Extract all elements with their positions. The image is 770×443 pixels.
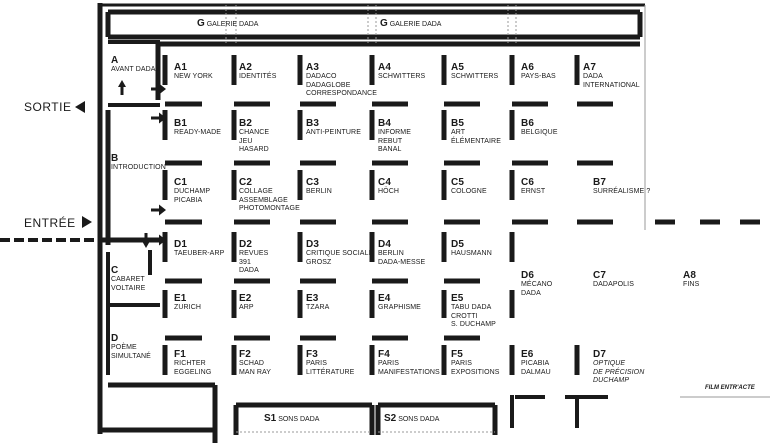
room-code: E1 <box>174 293 187 304</box>
room-title-line: CHANCE <box>239 129 270 136</box>
gallery-right-name: GALERIE DADA <box>389 21 442 28</box>
room-title-line: COLOGNE <box>451 188 487 195</box>
sons-dada-s1-name: SONS DADA <box>278 416 320 423</box>
room-title-line: INTRODUCTION <box>111 164 166 171</box>
room-d5 <box>451 239 492 259</box>
room-title-line: TABU DADA <box>451 304 492 311</box>
room-title-line: 391 <box>239 258 251 266</box>
room-title-line: OPTIQUE <box>593 360 626 367</box>
room-a8 <box>683 270 699 290</box>
room-b5 <box>451 118 501 146</box>
room-c <box>111 265 145 293</box>
room-d7 <box>593 349 644 386</box>
room-code: E3 <box>306 293 319 304</box>
room-code: C3 <box>306 177 319 188</box>
room-title-line: SCHAD <box>239 360 265 367</box>
room-title-line: PARIS <box>451 360 472 367</box>
gallery-left-label <box>197 18 258 29</box>
room-code: C4 <box>378 177 391 188</box>
room-title-line: BANAL <box>378 146 402 154</box>
room-c4 <box>378 177 399 197</box>
room-title-line: SCHWITTERS <box>378 73 426 80</box>
room-title-line: REBUT <box>378 137 403 145</box>
room-title-line: VOLTAIRE <box>111 284 146 292</box>
room-code: C2 <box>239 177 252 188</box>
room-d1 <box>174 239 224 259</box>
room-code: B1 <box>174 118 187 129</box>
room-code: D7 <box>593 349 606 360</box>
room-title-line: DADA <box>521 289 541 297</box>
room-b7 <box>593 177 650 197</box>
room-title-line: COLLAGE <box>239 188 273 195</box>
room-f5 <box>451 349 500 377</box>
room-title-line: DADAGLOBE <box>306 81 351 89</box>
room-title-line: LITTÉRATURE <box>306 368 355 376</box>
room-code: A4 <box>378 62 391 73</box>
room-f3 <box>306 349 354 377</box>
room-c6 <box>521 177 545 197</box>
room-title-line: DADA <box>239 267 259 275</box>
room-title-line: INFORME <box>378 129 411 136</box>
room-code: E4 <box>378 293 391 304</box>
room-title-line: HAUSMANN <box>451 250 492 257</box>
room-a6 <box>521 62 556 82</box>
room-title-line: GROSZ <box>306 258 332 266</box>
room-d3 <box>306 239 373 267</box>
room-title-line: ÉLÉMENTAIRE <box>451 137 501 145</box>
flow-arrow-up-icon <box>118 80 126 95</box>
sons-dada-s1-label <box>264 413 319 424</box>
room-b <box>111 153 166 173</box>
room-code: A8 <box>683 270 696 281</box>
entrance-label: ENTRÉE <box>24 216 76 230</box>
gallery-left-name: GALERIE DADA <box>206 21 259 28</box>
room-title-line: DADA-MESSE <box>378 258 426 266</box>
room-code: B5 <box>451 118 464 129</box>
exit-arrow-icon <box>75 101 85 113</box>
room-title-line: DADA <box>583 73 603 80</box>
room-title-line: ZURICH <box>174 304 202 311</box>
room-e5 <box>451 293 496 330</box>
room-code: A6 <box>521 62 534 73</box>
room-title-line: DUCHAMP <box>593 377 630 385</box>
room-code: D5 <box>451 239 464 250</box>
room-title-line: MÉCANO <box>521 281 553 288</box>
room-b6 <box>521 118 558 138</box>
room-f2 <box>239 349 271 377</box>
room-c2 <box>239 177 300 214</box>
room-d <box>111 333 151 361</box>
room-title-line: S. DUCHAMP <box>451 321 496 329</box>
flow-arrow-right-icon <box>151 205 166 216</box>
room-title-line: ARP <box>239 304 254 311</box>
room-title-line: TZARA <box>306 304 330 311</box>
room-title-line: BELGIQUE <box>521 129 558 136</box>
room-code: A3 <box>306 62 319 73</box>
room-title-line: DUCHAMP <box>174 188 211 195</box>
room-title-line: EGGELING <box>174 368 212 376</box>
room-a3 <box>306 62 377 99</box>
room-f4 <box>378 349 440 377</box>
room-code: E6 <box>521 349 534 360</box>
room-title-line: SURRÉALISME ? <box>593 188 651 195</box>
room-title-line: SCHWITTERS <box>451 73 499 80</box>
room-code: D6 <box>521 270 534 281</box>
room-title-line: REVUES <box>239 250 269 257</box>
room-title-line: ART <box>451 129 466 136</box>
entrance-arrow-icon <box>82 216 92 228</box>
room-code: D2 <box>239 239 252 250</box>
room-code: A1 <box>174 62 187 73</box>
room-title-line: SIMULTANÉ <box>111 352 151 360</box>
room-c3 <box>306 177 332 197</box>
room-a5 <box>451 62 498 82</box>
room-title-line: GRAPHISME <box>378 304 421 311</box>
room-title-line: BERLIN <box>378 250 404 257</box>
room-code: A5 <box>451 62 464 73</box>
room-c5 <box>451 177 487 197</box>
room-title-line: DADACO <box>306 73 337 80</box>
room-a <box>111 55 156 75</box>
room-e4 <box>378 293 421 313</box>
room-title-line: PAYS-BAS <box>521 73 556 80</box>
room-code: F2 <box>239 349 251 360</box>
room-title-line: TAEUBER-ARP <box>174 250 225 257</box>
room-code: B3 <box>306 118 319 129</box>
room-title-line: DALMAU <box>521 368 551 376</box>
exit-label: SORTIE <box>24 100 72 114</box>
room-title-line: FINS <box>683 281 700 288</box>
room-title-line: JEU <box>239 137 253 145</box>
room-code: C <box>111 265 119 276</box>
room-d4 <box>378 239 425 267</box>
room-e6 <box>521 349 551 377</box>
room-a4 <box>378 62 425 82</box>
room-d6 <box>521 270 552 298</box>
room-title-line: MAN RAY <box>239 368 272 376</box>
film-entracte-label: FILM ENTR'ACTE <box>705 385 755 391</box>
gallery-right-label <box>380 18 441 29</box>
room-a1 <box>174 62 213 82</box>
room-code: A2 <box>239 62 252 73</box>
room-code: A <box>111 55 119 66</box>
room-code: F1 <box>174 349 186 360</box>
room-title-line: ASSEMBLAGE <box>239 196 288 204</box>
room-title-line: DADAPOLIS <box>593 281 634 288</box>
room-code: C7 <box>593 270 606 281</box>
room-code: B6 <box>521 118 534 129</box>
room-title-line: BERLIN <box>306 188 332 195</box>
room-a2 <box>239 62 276 82</box>
room-title-line: DE PRÉCISION <box>593 368 645 376</box>
room-title-line: ANTI-PEINTURE <box>306 129 361 136</box>
room-code: D <box>111 333 119 344</box>
sons-dada-s2-code: S2 <box>384 413 397 424</box>
room-code: D3 <box>306 239 319 250</box>
sons-dada-s2-label <box>384 413 439 424</box>
room-title-line: EXPOSITIONS <box>451 368 500 376</box>
room-title-line: PICABIA <box>521 360 550 367</box>
room-code: B2 <box>239 118 252 129</box>
room-b2 <box>239 118 269 155</box>
sons-dada-s1-code: S1 <box>264 413 277 424</box>
room-title-line: AVANT DADA <box>111 66 156 73</box>
room-title-line: PARIS <box>378 360 399 367</box>
room-code: B <box>111 153 119 164</box>
room-code: D1 <box>174 239 187 250</box>
room-title-line: RICHTER <box>174 360 206 367</box>
room-title-line: CRITIQUE SOCIALE <box>306 250 374 257</box>
room-e2 <box>239 293 254 313</box>
room-b3 <box>306 118 361 138</box>
room-a7 <box>583 62 640 90</box>
room-c7 <box>593 270 634 290</box>
room-code: F5 <box>451 349 463 360</box>
room-title-line: MANIFESTATIONS <box>378 368 440 376</box>
room-d2 <box>239 239 268 276</box>
room-code: F4 <box>378 349 390 360</box>
room-title-line: HASARD <box>239 146 269 154</box>
room-title-line: READY-MADE <box>174 129 222 136</box>
room-title-line: CABARET <box>111 276 145 283</box>
room-code: A7 <box>583 62 596 73</box>
room-title-line: INTERNATIONAL <box>583 81 640 89</box>
room-b4 <box>378 118 411 155</box>
room-title-line: PICABIA <box>174 196 203 204</box>
room-b1 <box>174 118 221 138</box>
room-title-line: PHOTOMONTAGE <box>239 205 300 213</box>
room-title-line: NEW YORK <box>174 73 213 80</box>
room-code: B7 <box>593 177 606 188</box>
room-code: E5 <box>451 293 464 304</box>
room-e3 <box>306 293 329 313</box>
gallery-right-code: G <box>380 18 388 29</box>
room-title-line: HÖCH <box>378 188 400 195</box>
room-title-line: IDENTITÉS <box>239 73 277 80</box>
room-f1 <box>174 349 211 377</box>
room-code: B4 <box>378 118 391 129</box>
room-e1 <box>174 293 201 313</box>
room-title-line: PARIS <box>306 360 327 367</box>
room-code: C5 <box>451 177 464 188</box>
room-c1 <box>174 177 210 205</box>
sons-dada-s2-name: SONS DADA <box>398 416 440 423</box>
room-title-line: CORRESPONDANCE <box>306 90 378 98</box>
room-code: D4 <box>378 239 391 250</box>
room-code: C1 <box>174 177 187 188</box>
room-code: E2 <box>239 293 252 304</box>
room-code: C6 <box>521 177 534 188</box>
room-title-line: POÈME <box>111 344 137 351</box>
gallery-left-code: G <box>197 18 205 29</box>
room-title-line: CROTTI <box>451 312 478 320</box>
room-title-line: ERNST <box>521 188 546 195</box>
room-code: F3 <box>306 349 318 360</box>
